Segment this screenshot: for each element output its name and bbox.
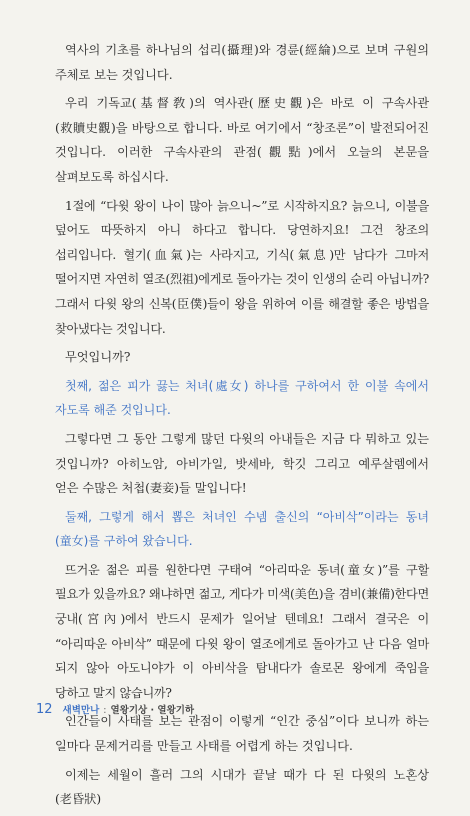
paragraph: 이제는 세월이 흘러 그의 시대가 끝날 때가 다 된 다윗의 노혼상(老昏狀) bbox=[55, 767, 429, 807]
page-number: 12 bbox=[36, 702, 53, 717]
highlighted-paragraph: 첫째, 젊은 피가 끓는 처녀(處女) 하나를 구하여서 한 이불 속에서 자도록 해준 것입니다. bbox=[55, 378, 429, 418]
paragraph: 인간들이 사태를 보는 관점이 이렇게 “인간 중심”이다 보니까 하는 일마다 문제거리를 만들고 사태를 어렵게 하는 것입니다. bbox=[55, 714, 429, 754]
paragraph: 1절에 “다윗 왕이 나이 많아 늙으니~”로 시작하지요? 늙으니, 이불을 덮어도 따뜻하지 아니 하다고 합니다. 당연하지요! 그건 창조의 섭리입니다. 혈기(血氣)는 사라지고, 기식(氣息)만 남다가 그마저 떨어지면 자연히 열조(烈祖)에게로 돌아가는 것이 인생의 순리 아닙니까? 그래서 다윗 왕의 신복(臣僕)들이 왕을 위하여 이를 해결할 좋은 방법을 찾아냈다는 것입니다. bbox=[55, 198, 429, 336]
paragraph: 역사의 기초를 하나님의 섭리(攝理)와 경륜(經綸)으로 보며 구원의 주체로 보는 것입니다. bbox=[55, 43, 429, 82]
page-footer bbox=[36, 702, 194, 717]
book-title: 새벽만나 bbox=[62, 705, 100, 716]
paragraph: 그렇다면 그 동안 그렇게 많던 다윗의 아내들은 지금 다 뭐하고 있는 것입니까? 아히노암, 아비가일, 밧세바, 학깃 그리고 예루살렘에서 얻은 수많은 처첩(妻妾)들 말입니다! bbox=[55, 431, 429, 496]
title-separator: : bbox=[103, 705, 107, 716]
body-text bbox=[55, 38, 429, 816]
chapter-title: 열왕기상 · 열왕기하 bbox=[110, 705, 195, 716]
paragraph: 우리 기독교(基督敎)의 역사관(歷史觀)은 바로 이 구속사관(救贖史觀)을 바탕으로 합니다. 바로 여기에서 “창조론”이 발전되어진 것입니다. 이러한 구속사관의 관점(觀點)에서 오늘의 본문을 살펴보도록 하십시다. bbox=[55, 96, 429, 184]
highlighted-paragraph: 둘째, 그렇게 해서 뽑은 처녀인 수넴 출신의 “아비삭”이라는 동녀(童女)를 구하여 왔습니다. bbox=[55, 509, 429, 549]
paragraph: 뜨거운 젊은 피를 원한다면 구태여 “아리따운 동녀(童女)”를 구할 필요가 있을까요? 왜냐하면 젊고, 게다가 미색(美色)을 겸비(兼備)한다면 궁내(宮內)에서 반드시 문제가 일어날 텐데요! 그래서 결국은 이 “아리따운 아비삭” 때문에 다윗 왕이 열조에게로 돌아가고 난 다음 얼마 되지 않아 아도니야가 이 아비삭을 탐내다가 솔로몬 왕에게 죽임을 당하고 말지 않습니까? bbox=[55, 562, 429, 700]
paragraph: 무엇입니까? bbox=[65, 350, 131, 365]
